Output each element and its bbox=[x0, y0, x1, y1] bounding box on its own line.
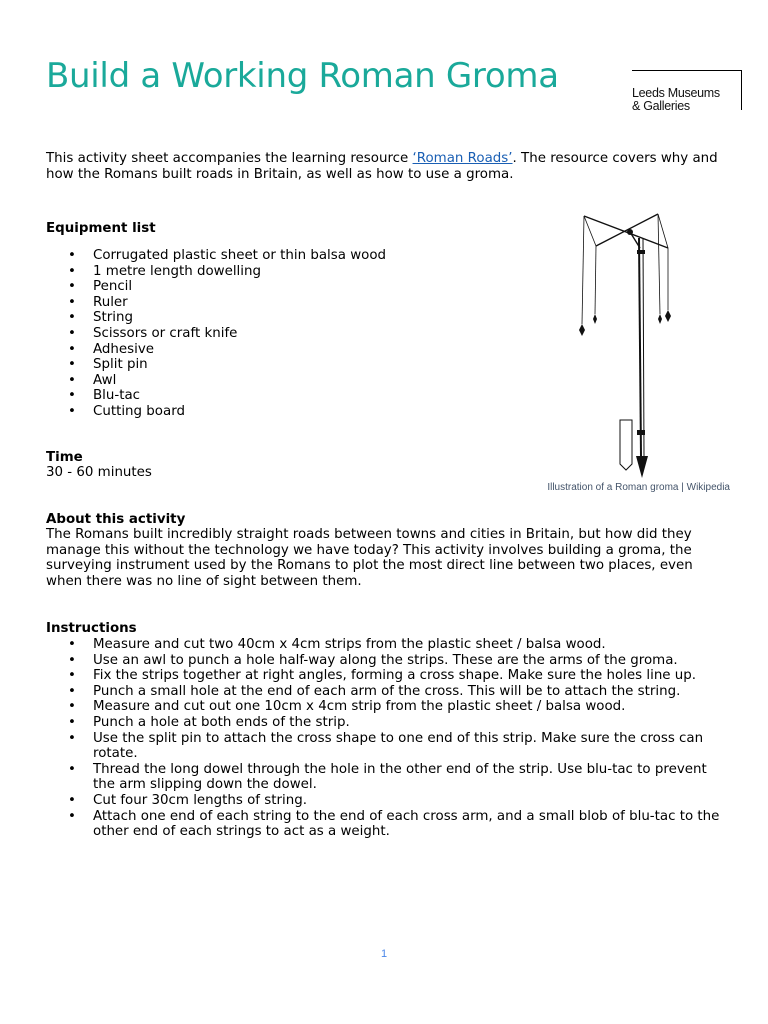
list-item: • Awl bbox=[46, 373, 506, 389]
about-paragraph: The Romans built incredibly straight roads between towns and cities in Britain, but how did they manage this without the technology we have today? This activity involves building a groma, the surveying instrument used by the Romans to plot the most direct line between two places, even when there was no line of sight between them. bbox=[46, 527, 693, 589]
list-item: • 1 metre length dowelling bbox=[46, 264, 506, 280]
list-item: • Use an awl to punch a hole half-way along the strips. These are the arms of the groma. bbox=[46, 653, 726, 669]
list-item: • Measure and cut out one 10cm x 4cm strip from the plastic sheet / balsa wood. bbox=[46, 699, 726, 715]
intro-text-start: This activity sheet accompanies the learning resource bbox=[46, 151, 413, 166]
equipment-heading: Equipment list bbox=[46, 221, 156, 236]
groma-illustration bbox=[540, 208, 710, 480]
instructions-heading: Instructions bbox=[46, 621, 137, 636]
about-heading: About this activity bbox=[46, 512, 186, 527]
equipment-list bbox=[46, 248, 506, 420]
page-title: Build a Working Roman Groma bbox=[46, 56, 559, 96]
intro-text-end: . The resource covers why and how the Romans built roads in Britain, as well as how to use a groma. bbox=[46, 151, 718, 182]
list-item: • String bbox=[46, 310, 506, 326]
logo-line-2: & Galleries bbox=[632, 99, 690, 113]
intro-paragraph bbox=[46, 151, 726, 182]
page-number: 1 bbox=[380, 948, 388, 960]
list-item: • Fix the strips together at right angles, forming a cross shape. Make sure the holes line up. bbox=[46, 668, 726, 684]
time-heading: Time bbox=[46, 450, 83, 465]
list-item: • Corrugated plastic sheet or thin balsa wood bbox=[46, 248, 506, 264]
list-item: • Measure and cut two 40cm x 4cm strips from the plastic sheet / balsa wood. bbox=[46, 637, 726, 653]
logo-line-1: Leeds Museums bbox=[632, 86, 720, 100]
groma-figure bbox=[520, 208, 732, 498]
list-item: • Scissors or craft knife bbox=[46, 326, 506, 342]
list-item: • Adhesive bbox=[46, 342, 506, 358]
list-item: • Pencil bbox=[46, 279, 506, 295]
list-item: • Attach one end of each string to the end of each cross arm, and a small blob of blu-tac to the other end of each strings to act as a weight. bbox=[46, 809, 726, 840]
roman-roads-link[interactable]: ‘Roman Roads’ bbox=[412, 151, 513, 166]
list-item: • Use the split pin to attach the cross shape to one end of this strip. Make sure the cross can rotate. bbox=[46, 731, 726, 762]
time-value: 30 - 60 minutes bbox=[46, 465, 152, 480]
list-item: • Blu-tac bbox=[46, 388, 506, 404]
list-item: • Thread the long dowel through the hole in the other end of the strip. Use blu-tac to prevent the arm slipping down the dowel. bbox=[46, 762, 726, 793]
list-item: • Cut four 30cm lengths of string. bbox=[46, 793, 726, 809]
list-item: • Punch a small hole at the end of each arm of the cross. This will be to attach the string. bbox=[46, 684, 726, 700]
instructions-list bbox=[46, 637, 726, 840]
list-item: • Split pin bbox=[46, 357, 506, 373]
leeds-museums-logo bbox=[632, 70, 742, 113]
list-item: • Ruler bbox=[46, 295, 506, 311]
list-item: • Punch a hole at both ends of the strip. bbox=[46, 715, 726, 731]
figure-caption: Illustration of a Roman groma | Wikipedia bbox=[547, 482, 730, 493]
list-item: • Cutting board bbox=[46, 404, 506, 420]
